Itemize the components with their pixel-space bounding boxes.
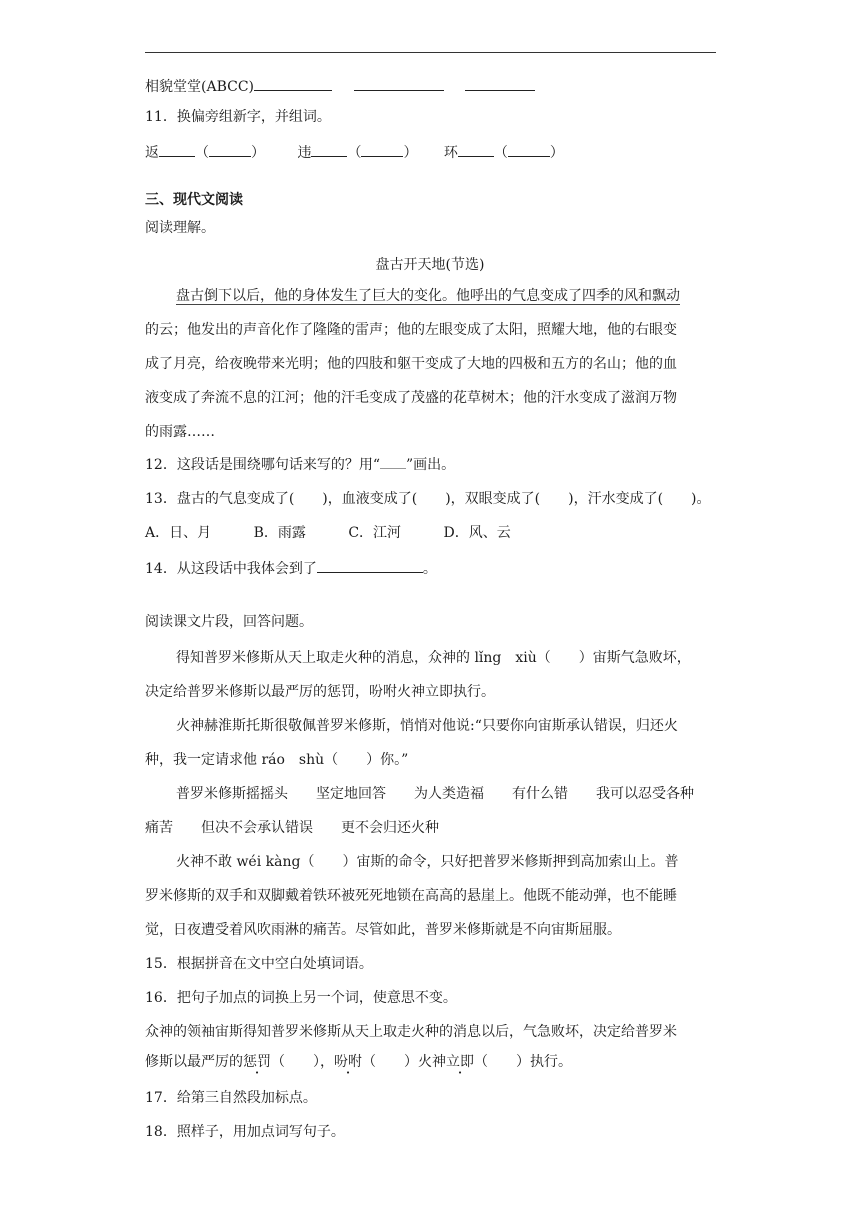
question-18: 18．照样子，用加点词写句子。 [145,1124,345,1140]
answer-blank[interactable] [465,75,535,91]
option-a[interactable]: A．日、月 [145,525,212,541]
question-14 [145,557,437,579]
question-13: 13．盘古的气息变成了( )，血液变成了( )，双眼变成了( )，汗水变成了( )。 [145,491,711,507]
passage-line-text: 盘古倒下以后，他的身体发生了巨大的变化。他呼出的气息变成了四季的风和飘动 [176,288,680,304]
top-divider [145,52,716,53]
q16-text: （ ）， [271,1054,334,1070]
q14-prefix: 14．从这段话中我体会到了 [145,561,317,577]
q16-sentence-line [145,1052,572,1072]
option-b[interactable]: B．雨露 [253,525,306,541]
option-d[interactable]: D．风、云 [443,525,511,541]
answer-blank[interactable] [159,141,195,157]
section-instruction: 阅读理解。 [145,220,215,236]
passage-line: 的云；他发出的声音化作了隆隆的雷声；他的左眼变成了太阳，照耀大地，他的右眼变 [145,322,677,338]
passage-line: 的雨露…… [145,424,215,440]
q12-prefix: 12．这段话是围绕哪句话来写的？用“ [145,457,380,473]
question-17: 17．给第三自然段加标点。 [145,1090,317,1106]
passage-line: 液变成了奔流不息的江河；他的汗毛变成了茂盛的花草树木；他的汗水变成了滋润万物 [145,390,677,406]
passage-line [176,286,680,306]
section-heading: 三、现代文阅读 [145,192,243,208]
dotted-word: 吩咐 [334,1054,362,1070]
passage-line: 种，我一定请求他 ráo shù（ ）你。” [145,752,409,768]
passage-line: 决定给普罗米修斯以最严厉的惩罚，吩咐火神立即执行。 [145,684,495,700]
answer-blank[interactable] [354,75,444,91]
q11-char: 返 [145,145,159,161]
answer-blank[interactable] [209,141,251,157]
passage-title: 盘古开天地(节选) [375,257,485,273]
passage-line: 得知普罗米修斯从天上取走火种的消息，众神的 lǐng xiù（ ）宙斯气急败坏， [176,650,691,666]
dotted-word: 立即 [446,1054,474,1070]
q11-char: 违 [297,145,312,161]
passage-line: 痛苦 但决不会承认错误 更不会归还火种 [145,820,439,836]
passage-line: 火神赫淮斯托斯很敬佩普罗米修斯，悄悄对他说:“只要你向宙斯承认错误，归还火 [176,718,678,734]
q16-sentence-line: 众神的领袖宙斯得知普罗米修斯从天上取走火种的消息以后，气急败坏，决定给普罗米 [145,1024,677,1040]
question-11: 11．换偏旁组新字，并组词。 [145,109,331,125]
answer-blank[interactable] [317,557,423,573]
answer-blank[interactable] [254,75,332,91]
question-12 [145,455,455,475]
answer-blank[interactable] [508,141,550,157]
passage-line: 成了月亮，给夜晚带来光明；他的四肢和躯干变成了大地的四极和五方的名山；他的血 [145,356,677,372]
passage-line: 普罗米修斯摇摇头 坚定地回答 为人类造福 有什么错 我可以忍受各种 [176,786,694,802]
option-c[interactable]: C．江河 [348,525,402,541]
answer-blank[interactable] [311,141,347,157]
passage-line: 火神不敢 wéi kàng（ ）宙斯的命令，只好把普罗米修斯押到高加索山上。普 [176,854,679,870]
question-16: 16．把句子加点的词换上另一个词，使意思不变。 [145,990,457,1006]
q16-text: （ ）执行。 [474,1054,572,1070]
q11-items: 返 （ ） 违 （ ） 环 （ ） [145,141,564,163]
answer-blank[interactable] [458,141,494,157]
question-15: 15．根据拼音在文中空白处填词语。 [145,956,373,972]
q16-text: （ ）火神 [362,1054,446,1070]
passage-line: 觉，日夜遭受着风吹雨淋的痛苦。尽管如此，普罗米修斯就是不向宙斯屈服。 [145,922,621,938]
q16-text: 修斯以最严厉的 [145,1054,243,1070]
answer-blank[interactable] [361,141,403,157]
underline-sample [380,456,406,469]
passage-line: 罗米修斯的双手和双脚戴着铁环被死死地锁在高高的悬崖上。他既不能动弹，也不能睡 [145,888,677,904]
passage2-instruction: 阅读课文片段，回答问题。 [145,614,313,630]
q12-suffix: ”画出。 [405,457,456,473]
dotted-word: 惩罚 [243,1054,271,1070]
idiom-pattern-label: 相貌堂堂(ABCC) [145,79,255,95]
q14-suffix: 。 [422,561,437,577]
q11-char: 环 [443,145,458,161]
idiom-pattern-line [145,75,535,97]
q13-options [145,523,511,543]
